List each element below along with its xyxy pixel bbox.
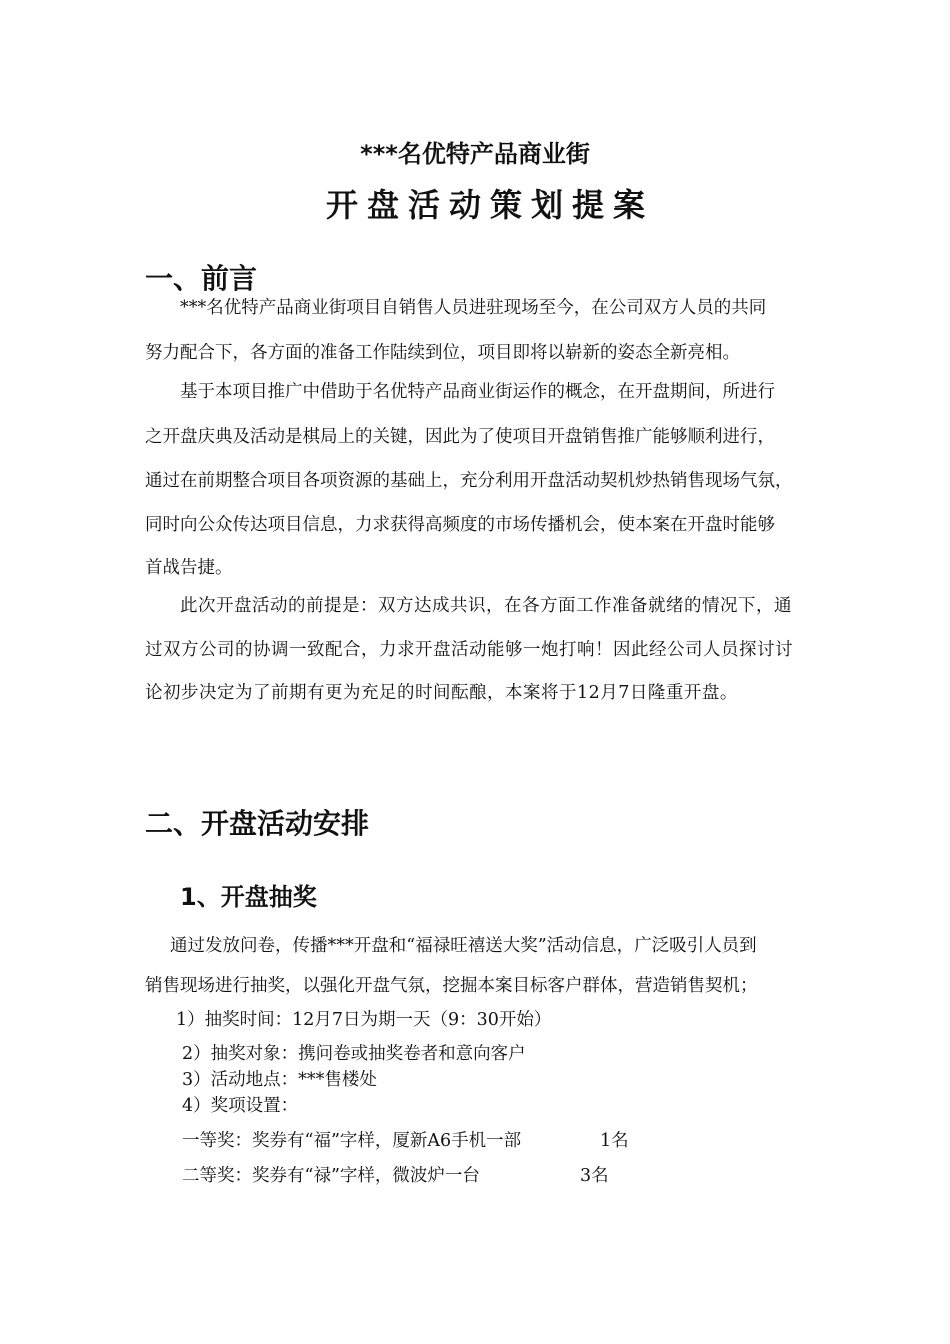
list-item: 1）抽奖时间：12月7日为期一天（9：30开始） xyxy=(176,1010,552,1030)
list-item: 2）抽奖对象：携问卷或抽奖卷者和意向客户 xyxy=(182,1044,526,1064)
section-heading-preface: 一、前言 xyxy=(145,262,258,295)
paragraph-line: 通过在前期整合项目各项资源的基础上，充分利用开盘活动契机炒热销售现场气氛， xyxy=(145,471,793,491)
section-heading-arrangement: 二、开盘活动安排 xyxy=(145,807,370,840)
paragraph-line: 同时向公众传达项目信息，力求获得高频度的市场传播机会，使本案在开盘时能够 xyxy=(145,515,775,535)
paragraph-line: 基于本项目推广中借助于名优特产品商业街运作的概念，在开盘期间，所进行 xyxy=(180,382,775,402)
document-subtitle: ***名优特产品商业街 xyxy=(360,140,590,168)
paragraph-line: 此次开盘活动的前提是：双方达成共识，在各方面工作准备就绪的情况下，通 xyxy=(180,596,792,616)
prize-quantity: 3名 xyxy=(580,1166,609,1186)
paragraph-line: 通过发放问卷，传播***开盘和“福禄旺禧送大奖”活动信息，广泛吸引人员到 xyxy=(170,936,757,956)
prize-description: 二等奖：奖券有“禄”字样，微波炉一台 xyxy=(182,1166,480,1186)
paragraph-line: 论初步决定为了前期有更为充足的时间酝酿，本案将于12月7日隆重开盘。 xyxy=(145,683,738,703)
list-item: 4）奖项设置： xyxy=(182,1096,299,1116)
paragraph-line: 之开盘庆典及活动是棋局上的关键，因此为了使项目开盘销售推广能够顺利进行， xyxy=(145,427,775,447)
paragraph-line: 过双方公司的协调一致配合，力求开盘活动能够一炮打响！因此经公司人员探讨讨 xyxy=(145,640,793,660)
list-item: 3）活动地点：***售楼处 xyxy=(182,1070,377,1090)
prize-quantity: 1名 xyxy=(600,1131,629,1151)
paragraph-line: ***名优特产品商业街项目自销售人员进驻现场至今，在公司双方人员的共同 xyxy=(180,298,767,318)
paragraph-line: 销售现场进行抽奖，以强化开盘气氛，挖掘本案目标客户群体，营造销售契机； xyxy=(145,976,758,996)
subsection-heading-lottery: 1、开盘抽奖 xyxy=(180,883,317,911)
document-title: 开盘活动策划提案 xyxy=(325,186,654,224)
prize-description: 一等奖：奖券有“福”字样，厦新A6手机一部 xyxy=(182,1131,522,1151)
paragraph-line: 努力配合下，各方面的准备工作陆续到位，项目即将以崭新的姿态全新亮相。 xyxy=(145,343,740,363)
paragraph-line: 首战告捷。 xyxy=(145,558,233,578)
